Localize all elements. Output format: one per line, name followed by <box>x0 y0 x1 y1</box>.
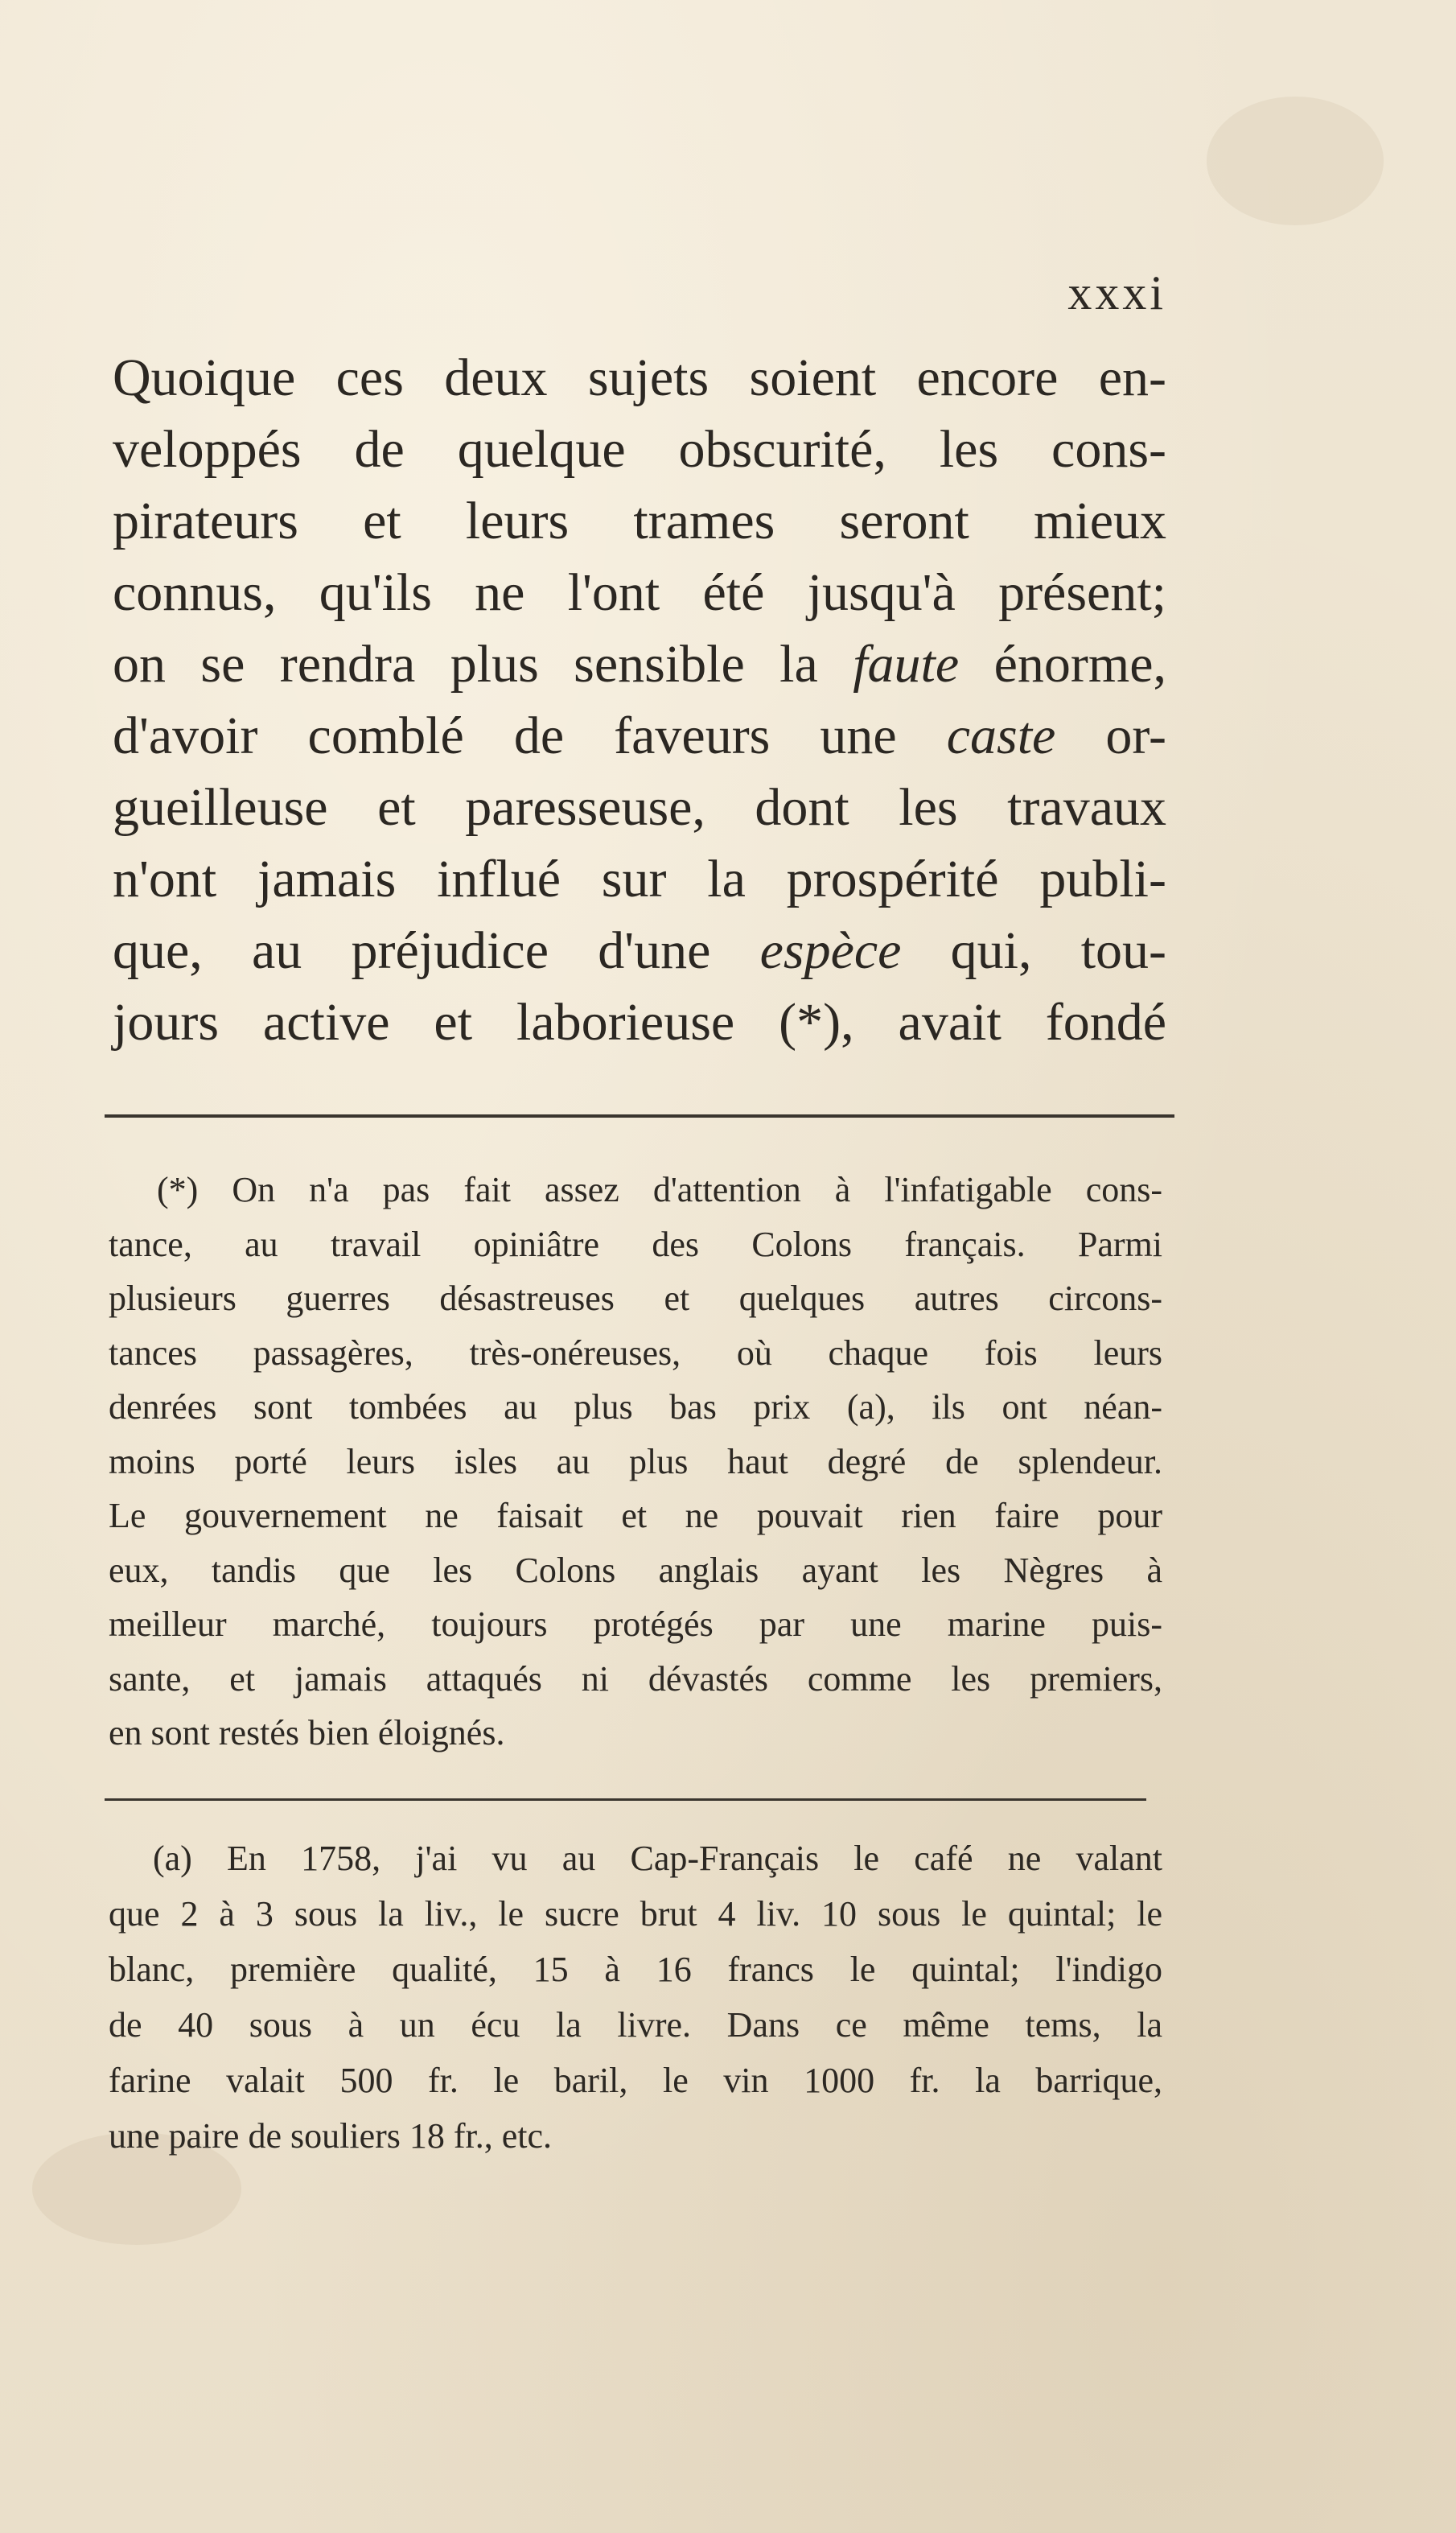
main-text-line: d'avoir comblé de faveurs une caste or- <box>113 706 1166 765</box>
footnote-line: que 2 à 3 sous la liv., le sucre brut 4 liv. 10 sous le quintal; le <box>109 1894 1162 1934</box>
main-text-line: que, au préjudice d'une espèce qui, tou- <box>113 921 1167 980</box>
footnote-a <box>109 1831 1162 2164</box>
footnote-line: moins porté leurs isles au plus haut degré de splendeur. <box>109 1441 1162 1481</box>
page-number: xxxi <box>1067 266 1166 319</box>
main-text-line: Quoique ces deux sujets soient encore en- <box>113 348 1166 407</box>
footnote-line: (*) On n'a pas fait assez d'attention à l'infatigable cons- <box>157 1170 1162 1209</box>
footnote-divider <box>105 1114 1174 1118</box>
footnote-line: sante, et jamais attaqués ni dévastés comme les premiers, <box>109 1658 1162 1699</box>
footnote-divider <box>105 1798 1146 1801</box>
paper-stain <box>1207 97 1384 225</box>
footnote-line: (a) En 1758, j'ai vu au Cap-Français le café ne valant <box>153 1839 1162 1878</box>
footnote-line: une paire de souliers 18 fr., etc. <box>109 2116 553 2156</box>
main-text-line: on se rendra plus sensible la faute énorme, <box>113 635 1166 694</box>
main-text-line: gueilleuse et paresseuse, dont les travaux <box>113 778 1166 837</box>
footnote-line: en sont restés bien éloignés. <box>109 1713 505 1753</box>
footnote-line: de 40 sous à un écu la livre. Dans ce même tems, la <box>109 2005 1162 2045</box>
main-text-line: connus, qu'ils ne l'ont été jusqu'à présent; <box>113 563 1166 622</box>
footnote-line: plusieurs guerres désastreuses et quelques autres circons- <box>109 1279 1162 1318</box>
footnote-star <box>109 1163 1162 1761</box>
footnote-line: Le gouvernement ne faisait et ne pouvait rien faire pour <box>109 1496 1162 1535</box>
footnote-line: tance, au travail opiniâtre des Colons français. Parmi <box>109 1224 1162 1264</box>
footnote-line: tances passagères, très-onéreuses, où chaque fois leurs <box>109 1332 1162 1373</box>
footnote-line: denrées sont tombées au plus bas prix (a), ils ont néan- <box>109 1387 1162 1427</box>
main-text-line: pirateurs et leurs trames seront mieux <box>113 492 1166 550</box>
main-text-line: n'ont jamais influé sur la prospérité publi- <box>113 850 1166 908</box>
main-text-line: veloppés de quelque obscurité, les cons- <box>113 420 1166 479</box>
footnote-line: farine valait 500 fr. le baril, le vin 1000 fr. la barrique, <box>109 2061 1162 2100</box>
footnote-line: meilleur marché, toujours protégés par une marine puis- <box>109 1604 1162 1644</box>
footnote-line: blanc, première qualité, 15 à 16 francs le quintal; l'indigo <box>109 1950 1162 1989</box>
main-paragraph <box>113 342 1166 1058</box>
main-text-line: jours active et laborieuse (*), avait fondé <box>113 993 1166 1052</box>
footnote-line: eux, tandis que les Colons anglais ayant les Nègres à <box>109 1550 1162 1590</box>
